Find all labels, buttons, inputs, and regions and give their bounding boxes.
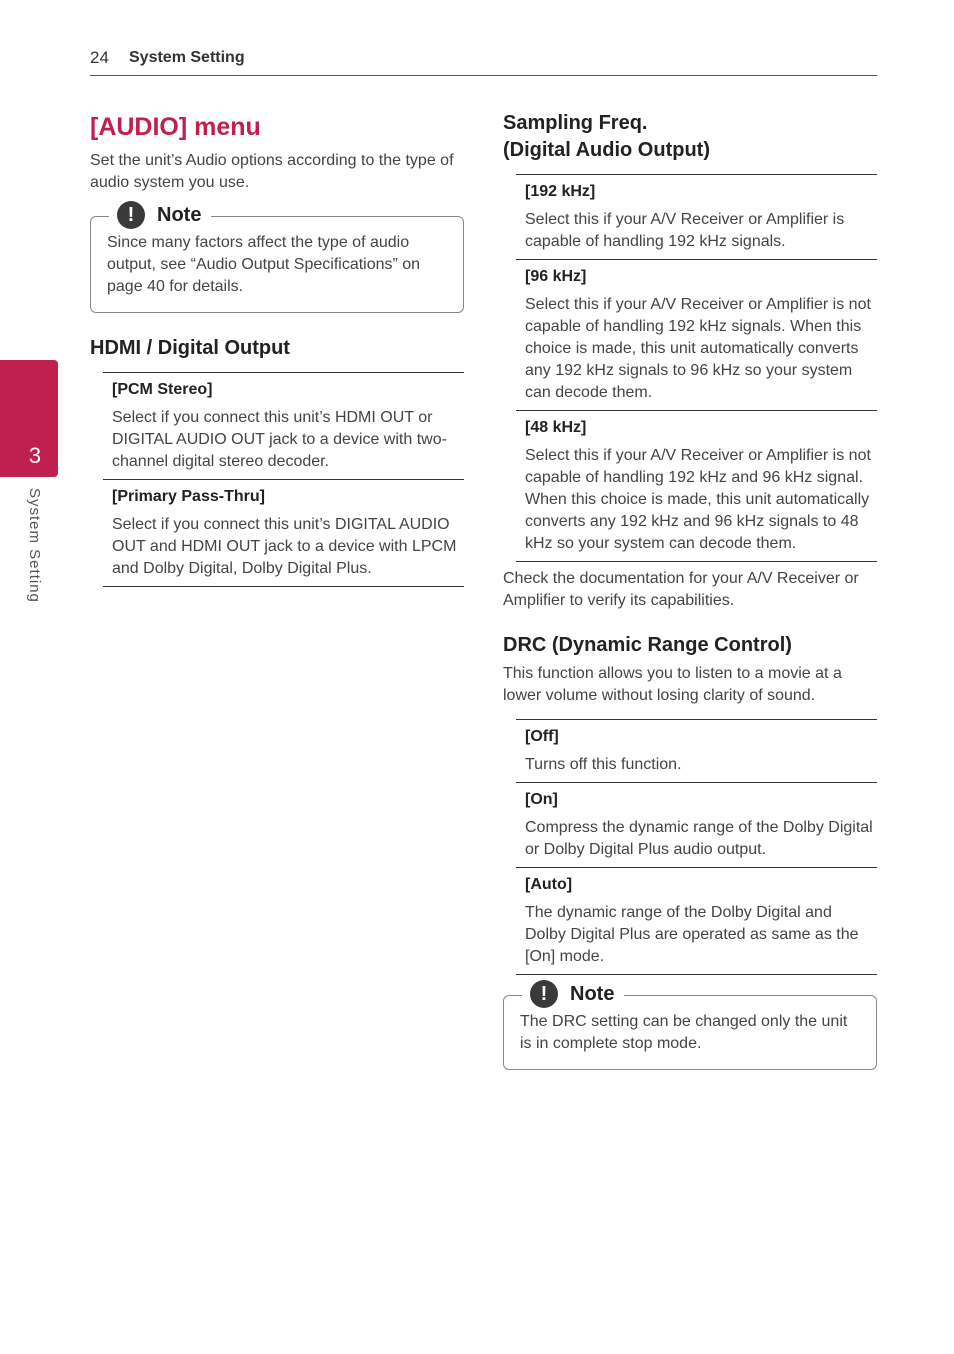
option-label: [Auto] — [525, 876, 573, 893]
page-title: [AUDIO] menu — [90, 113, 261, 141]
note-box — [503, 982, 877, 1070]
exclamation-icon: ! — [117, 201, 145, 229]
option-desc: Select this if your A/V Receiver or Amplifier is capable of handling 192 kHz signals. — [525, 211, 845, 250]
drc-heading: DRC (Dynamic Range Control) — [503, 634, 792, 656]
option-desc: Select this if your A/V Receiver or Amplifier is not capable of handling 192 kHz signals. When this choice is made, this unit automatically converts any 192 kHz signals to 96 kHz so your system can decode them. — [525, 296, 871, 401]
option-item — [103, 480, 464, 587]
sampling-options — [516, 174, 877, 562]
option-desc: Compress the dynamic range of the Dolby Digital or Dolby Digital Plus audio output. — [525, 819, 873, 858]
page-number: 24 — [90, 48, 109, 67]
sampling-heading: Sampling Freq. (Digital Audio Output) — [503, 112, 710, 161]
option-label: [96 kHz] — [525, 268, 587, 285]
option-desc: Select this if your A/V Receiver or Amplifier is not capable of handling 192 kHz and 96 kHz signal. When this choice is made, this unit automatically converts any 192 kHz and 96 kHz signals to 48 kHz so your system can decode them. — [525, 447, 871, 552]
hdmi-options — [103, 372, 464, 587]
option-label: [On] — [525, 791, 558, 808]
page-header — [90, 48, 877, 76]
sampling-footer: Check the documentation for your A/V Receiver or Amplifier to verify its capabilities. — [503, 570, 859, 609]
section-name: System Setting — [129, 49, 245, 66]
option-item — [516, 260, 877, 411]
option-item — [516, 175, 877, 260]
drc-intro: This function allows you to listen to a movie at a lower volume without losing clarity of sound. — [503, 665, 842, 704]
note-box — [90, 203, 464, 313]
option-desc: Turns off this function. — [525, 756, 682, 773]
option-label: [PCM Stereo] — [112, 381, 213, 398]
option-desc: Select if you connect this unit’s DIGITAL AUDIO OUT and HDMI OUT jack to a device with LPCM and Dolby Digital, Dolby Digital Plus. — [112, 516, 457, 577]
exclamation-icon: ! — [530, 980, 558, 1008]
option-label: [Off] — [525, 728, 559, 745]
option-label: [Primary Pass-Thru] — [112, 488, 265, 505]
chapter-label: System Setting — [26, 488, 43, 603]
option-label: [192 kHz] — [525, 183, 596, 200]
note-text: Since many factors affect the type of audio output, see “Audio Output Specifications” on page 40 for details. — [107, 234, 421, 295]
option-item — [516, 868, 877, 975]
option-label: [48 kHz] — [525, 419, 587, 436]
option-item — [516, 783, 877, 868]
left-column — [90, 110, 464, 587]
option-item — [103, 373, 464, 480]
option-item — [516, 411, 877, 562]
option-desc: Select if you connect this unit’s HDMI OUT or DIGITAL AUDIO OUT jack to a device with two-channel digital stereo decoder. — [112, 409, 447, 470]
option-item — [516, 720, 877, 783]
hdmi-heading: HDMI / Digital Output — [90, 337, 290, 359]
drc-options — [516, 719, 877, 975]
option-desc: The dynamic range of the Dolby Digital and Dolby Digital Plus are operated as same as the [On] mode. — [525, 904, 859, 965]
intro-text: Set the unit’s Audio options according to the type of audio system you use. — [90, 152, 454, 191]
note-header — [522, 980, 624, 1008]
right-column — [503, 110, 877, 1070]
note-text: The DRC setting can be changed only the unit is in complete stop mode. — [520, 1013, 848, 1052]
chapter-number: 3 — [28, 443, 42, 468]
note-title: Note — [570, 982, 615, 1005]
note-title: Note — [157, 203, 202, 226]
note-header — [109, 201, 211, 229]
